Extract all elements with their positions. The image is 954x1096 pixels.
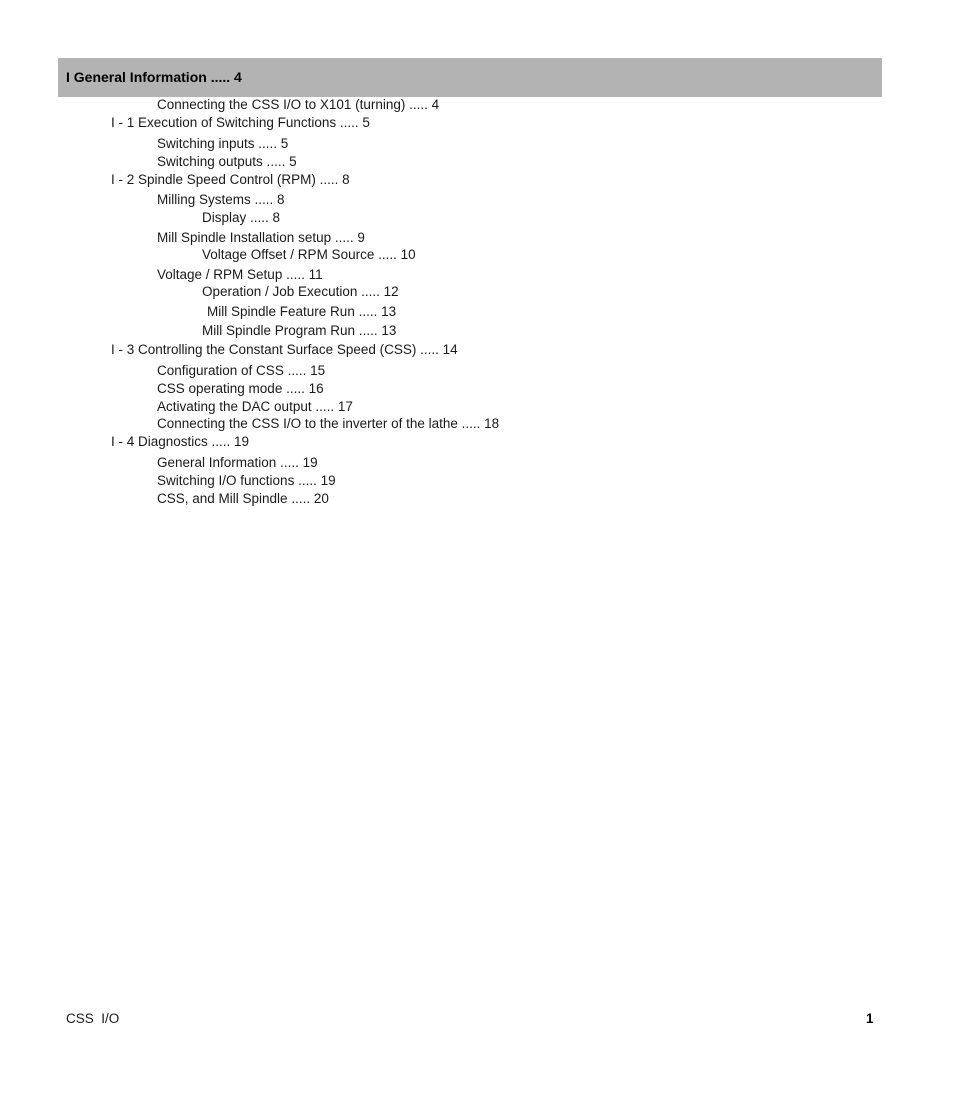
toc-entry[interactable]: Activating the DAC output ..... 17: [157, 399, 353, 414]
toc-section-entry[interactable]: I - 4 Diagnostics ..... 19: [111, 434, 250, 449]
toc-entry[interactable]: Connecting the CSS I/O to X101 (turning) ..... 4: [157, 97, 440, 112]
toc-subentry[interactable]: Operation / Job Execution ..... 12: [202, 284, 399, 299]
toc-section-entry[interactable]: I - 2 Spindle Speed Control (RPM) ..... 8: [111, 172, 350, 187]
toc-subentry[interactable]: Mill Spindle Feature Run ..... 13: [207, 304, 397, 319]
toc-subentry[interactable]: Voltage Offset / RPM Source ..... 10: [202, 247, 416, 262]
toc-section-entry[interactable]: I - 3 Controlling the Constant Surface Speed (CSS) ..... 14: [111, 342, 458, 357]
toc-subentry[interactable]: Mill Spindle Program Run ..... 13: [202, 323, 397, 338]
footer-page-number: 1: [866, 1011, 874, 1026]
toc-section-entry[interactable]: I - 1 Execution of Switching Functions ..... 5: [111, 115, 370, 130]
toc-entry[interactable]: General Information ..... 19: [157, 455, 318, 470]
toc-entry[interactable]: Voltage / RPM Setup ..... 11: [157, 267, 323, 282]
toc-entry[interactable]: Switching outputs ..... 5: [157, 154, 297, 169]
footer-document-name: CSS I/O: [66, 1011, 120, 1026]
toc-chapter-title[interactable]: I General Information ..... 4: [66, 69, 242, 85]
toc-entry[interactable]: Switching inputs ..... 5: [157, 136, 289, 151]
toc-entry[interactable]: Mill Spindle Installation setup ..... 9: [157, 230, 365, 245]
toc-entry[interactable]: Switching I/O functions ..... 19: [157, 473, 336, 488]
toc-entry[interactable]: Configuration of CSS ..... 15: [157, 363, 326, 378]
toc-entry[interactable]: CSS, and Mill Spindle ..... 20: [157, 491, 329, 506]
toc-entry[interactable]: Milling Systems ..... 8: [157, 192, 285, 207]
toc-subentry[interactable]: Display ..... 8: [202, 210, 281, 225]
toc-chapter-header[interactable]: [58, 58, 882, 97]
toc-entry[interactable]: CSS operating mode ..... 16: [157, 381, 324, 396]
toc-entry[interactable]: Connecting the CSS I/O to the inverter of the lathe ..... 18: [157, 416, 500, 431]
